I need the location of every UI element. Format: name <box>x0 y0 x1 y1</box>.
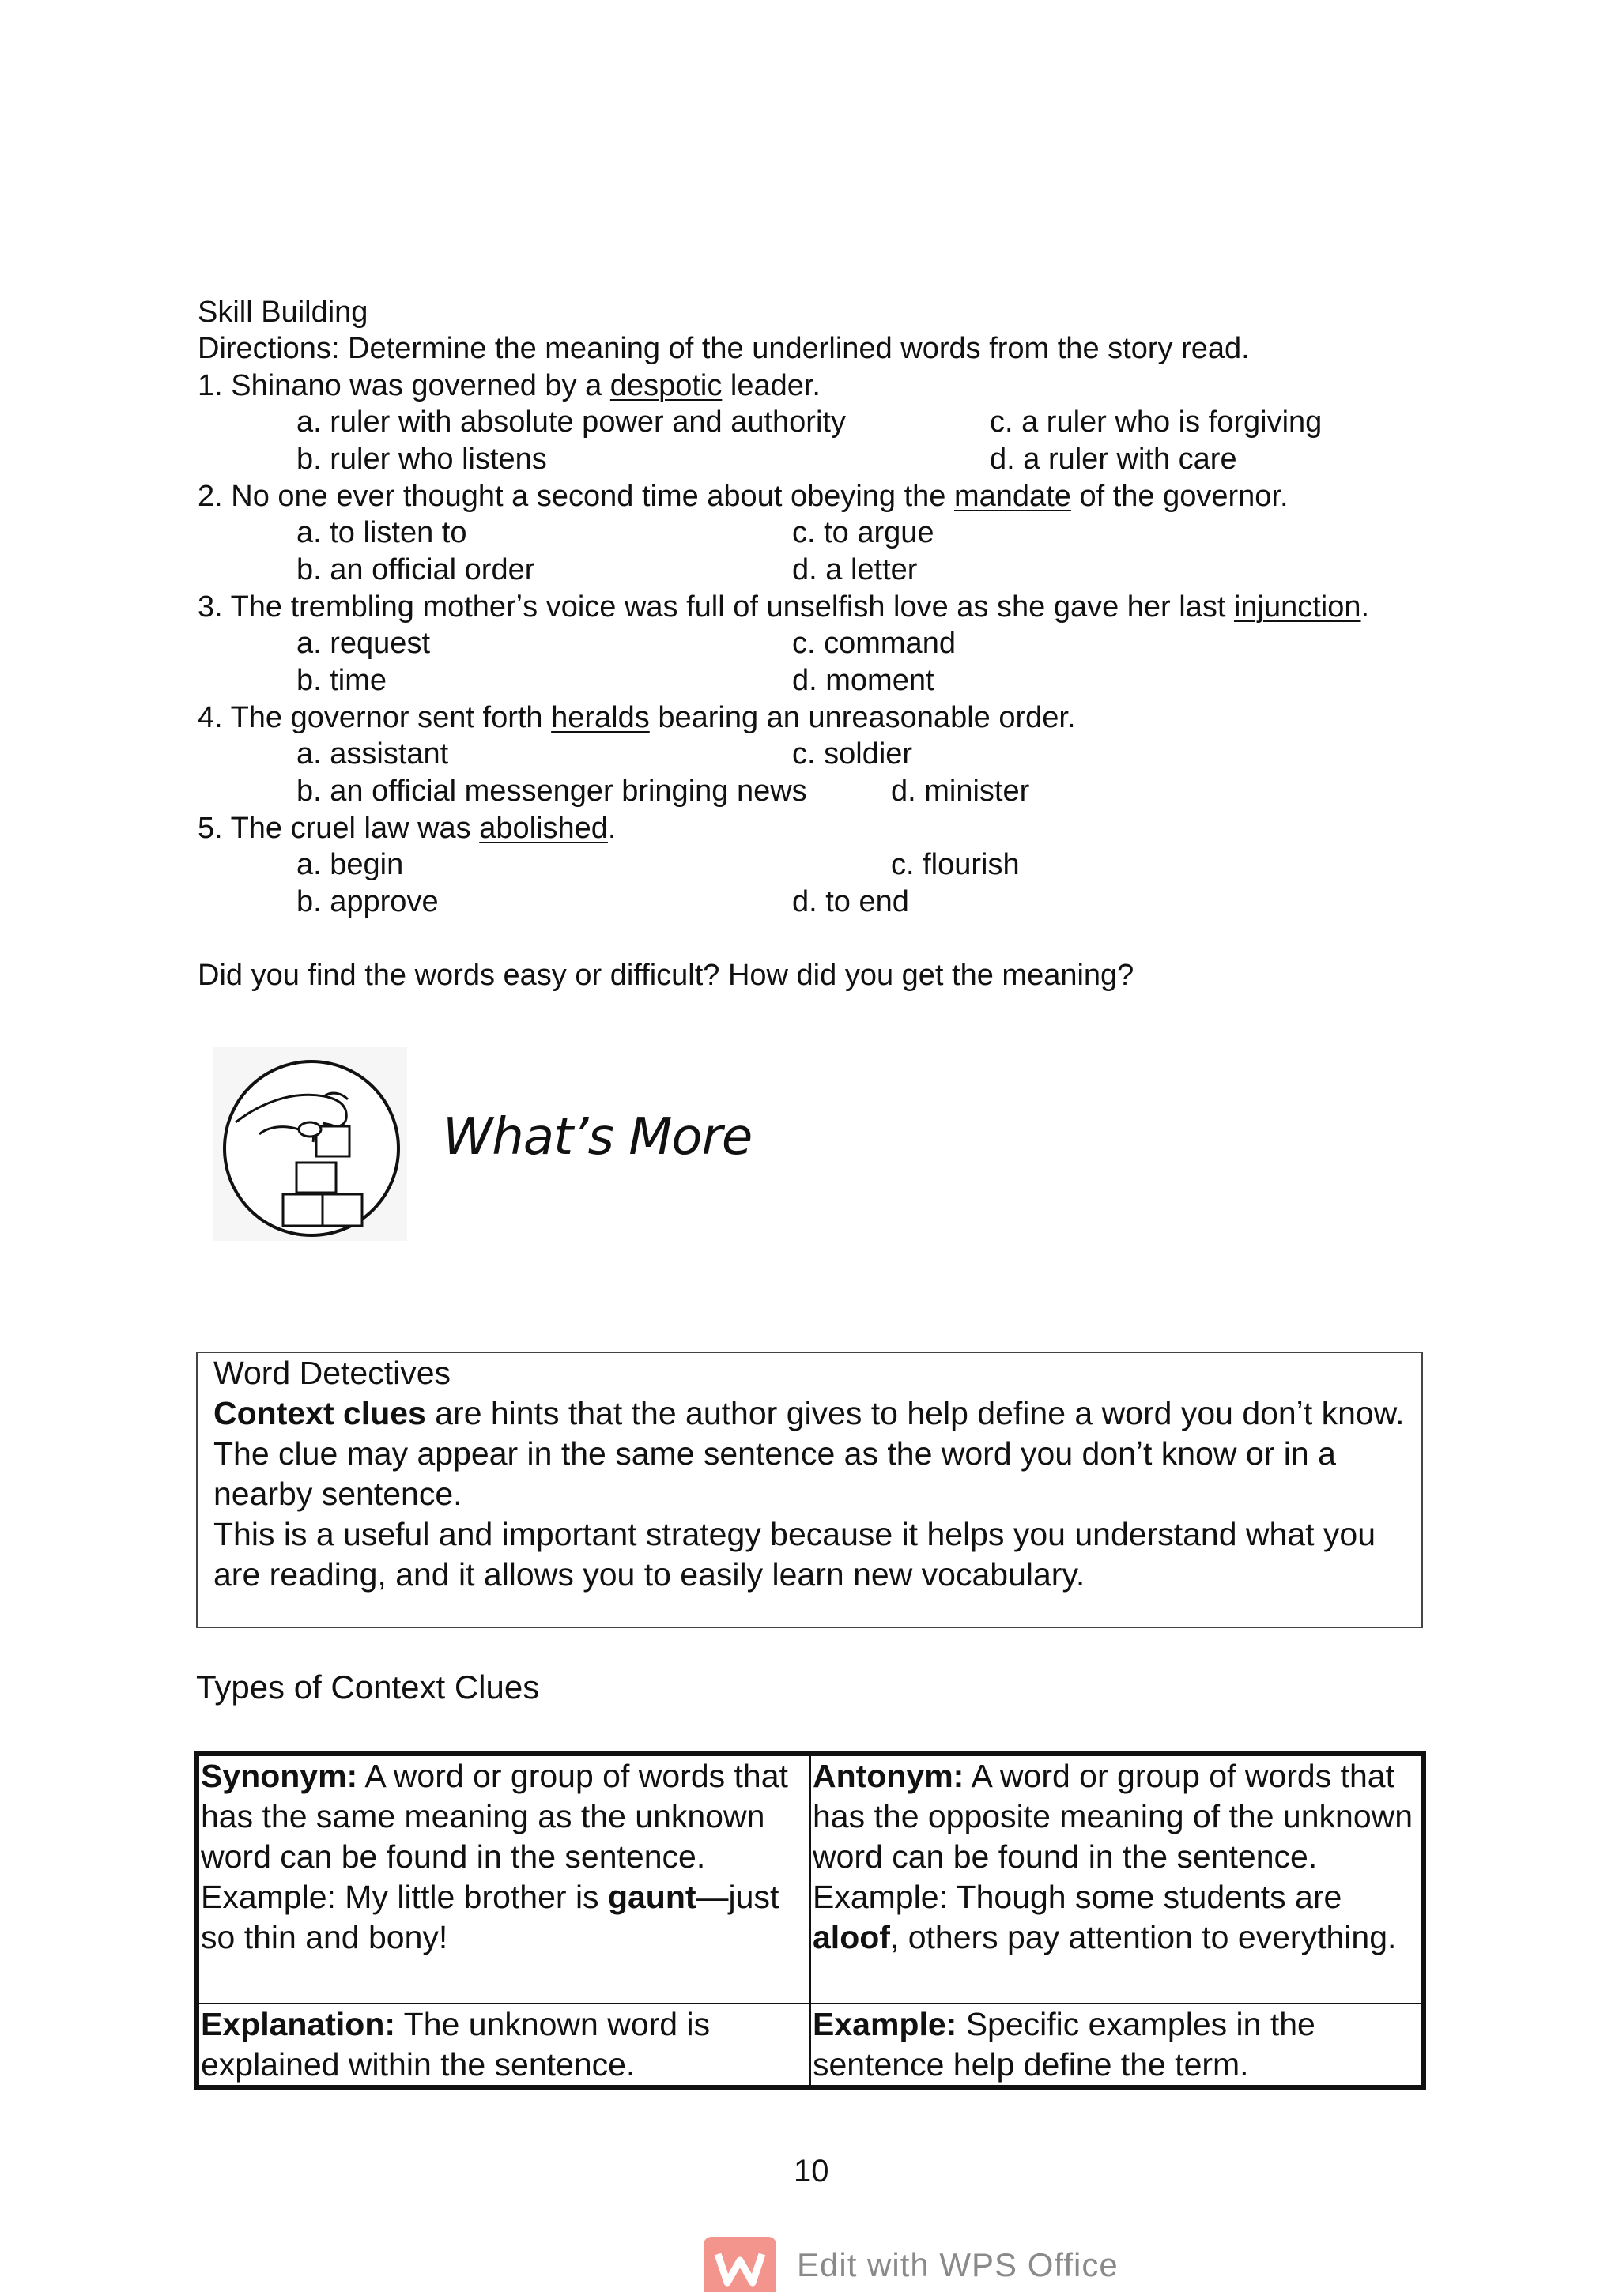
option-c: c. a ruler who is forgiving <box>990 405 1323 439</box>
example-cell: Example: Specific examples in the sentence help define the term. <box>810 2004 1424 2087</box>
question-4: 4. The governor sent forth heralds bearing an unreasonable order. <box>198 701 1076 734</box>
directions: Directions: Determine the meaning of the underlined words from the story read. <box>198 332 1250 365</box>
box-line: are reading, and it allows you to easily learn new vocabulary. <box>213 1556 1085 1593</box>
types-heading: Types of Context Clues <box>196 1668 540 1706</box>
option-a: a. request <box>296 627 430 660</box>
option-b: b. ruler who listens <box>296 443 547 476</box>
reflection-question: Did you find the words easy or difficult? How did you get the meaning? <box>198 959 1134 992</box>
box-line: Context clues are hints that the author gives to help define a word you donʼt know. <box>213 1395 1405 1431</box>
antonym-cell: Antonym: A word or group of words that has the opposite meaning of the unknown word can be found in the sentence. Example: Though some students are aloof, others pay attention to everything. <box>810 1754 1424 2004</box>
option-c: c. flourish <box>891 848 1020 881</box>
question-1: 1. Shinano was governed by a despotic leader. <box>198 369 821 402</box>
box-line: This is a useful and important strategy because it helps you understand what you <box>213 1516 1376 1552</box>
explanation-cell: Explanation: The unknown word is explained within the sentence. <box>197 2004 810 2087</box>
context-clues-table <box>194 1751 1426 2090</box>
option-a: a. begin <box>296 848 404 881</box>
underlined-word: mandate <box>954 480 1071 513</box>
option-d: d. a letter <box>792 553 918 586</box>
option-b: b. approve <box>296 885 439 918</box>
underlined-word: heralds <box>551 701 650 734</box>
option-b: b. time <box>296 664 387 697</box>
section-title: Skill Building <box>198 296 368 329</box>
question-3: 3. The trembling motherʼs voice was full of unselfish love as she gave her last injunction. <box>198 590 1370 624</box>
synonym-cell: Synonym: A word or group of words that has the same meaning as the unknown word can be found in the sentence. Example: My little brother is gaunt—just so thin and bony! <box>197 1754 810 2004</box>
underlined-word: injunction <box>1233 590 1361 624</box>
underlined-word: despotic <box>609 369 723 402</box>
page-number: 10 <box>794 2154 829 2189</box>
word-detectives-box <box>196 1352 1423 1628</box>
box-line: The clue may appear in the same sentence as the word you donʼt know or in a <box>213 1435 1336 1472</box>
question-5: 5. The cruel law was abolished. <box>198 812 617 845</box>
option-c: c. command <box>792 627 956 660</box>
box-title: Word Detectives <box>213 1355 451 1391</box>
option-c: c. soldier <box>792 737 913 771</box>
option-d: d. moment <box>792 664 934 697</box>
option-d: d. minister <box>891 775 1030 808</box>
building-blocks-icon <box>213 1047 407 1241</box>
option-d: d. a ruler with care <box>990 443 1237 476</box>
option-c: c. to argue <box>792 516 934 549</box>
option-a: a. ruler with absolute power and authority <box>296 405 846 439</box>
option-a: a. to listen to <box>296 516 467 549</box>
option-d: d. to end <box>792 885 909 918</box>
option-b: b. an official order <box>296 553 535 586</box>
option-b: b. an official messenger bringing news <box>296 775 807 808</box>
box-line: nearby sentence. <box>213 1476 462 1512</box>
wps-logo-icon <box>704 2237 776 2292</box>
whats-more-heading: What’s More <box>443 1108 753 1167</box>
question-2: 2. No one ever thought a second time about obeying the mandate of the governor. <box>198 480 1289 513</box>
underlined-word: abolished <box>479 812 608 845</box>
option-a: a. assistant <box>296 737 449 771</box>
wps-watermark-text: Edit with WPS Office <box>797 2246 1119 2283</box>
